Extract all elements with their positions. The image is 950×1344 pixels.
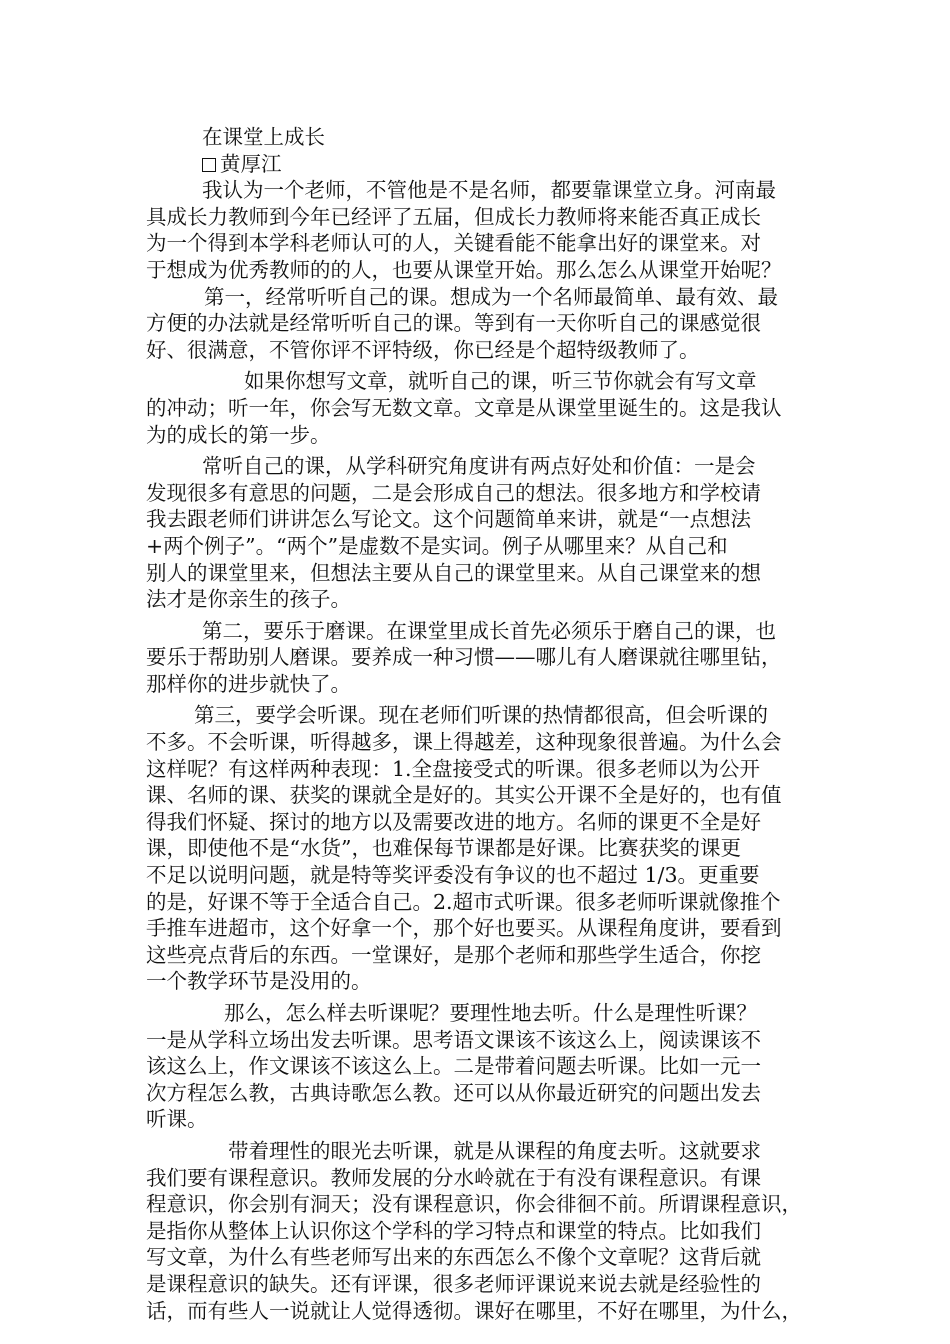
paragraph-line: 课，即使他不是“水货”，也难保每节课都是好课。比赛获奖的课更 <box>146 836 741 861</box>
paragraph-line: 第二，要乐于磨课。在课堂里成长首先必须乐于磨自己的课，也 <box>202 618 776 643</box>
paragraph-line: 不多。不会听课，听得越多，课上得越差，这种现象很普遍。为什么会 <box>146 730 782 755</box>
paragraph-line: 该这么上，作文课该不该这么上。二是带着问题去听课。比如一元一 <box>146 1054 761 1079</box>
paragraph-line: 这样呢？有这样两种表现：1.全盘接受式的听课。很多老师以为公开 <box>146 756 761 781</box>
paragraph-4 <box>146 453 826 613</box>
paragraph-line: +两个例子”。“两个”是虚数不是实词。例子从哪里来？从自己和 <box>146 533 728 558</box>
article-title: 在课堂上成长 <box>202 125 325 149</box>
paragraph-line: 好、很满意，不管你评不评特级，你已经是个超特级教师了。 <box>146 337 700 362</box>
paragraph-line: 程意识，你会别有洞天；没有课程意识，你会徘徊不前。所谓课程意识， <box>146 1192 802 1217</box>
paragraph-5 <box>146 618 826 698</box>
paragraph-line: 写文章，为什么有些老师写出来的东西怎么不像个文章呢？这背后就 <box>146 1245 761 1270</box>
paragraph-line: 我认为一个老师，不管他是不是名师，都要靠课堂立身。河南最 <box>202 178 776 203</box>
paragraph-line: 为一个得到本学科老师认可的人，关键看能不能拿出好的课堂来。对 <box>146 231 761 256</box>
article-body <box>146 124 826 1324</box>
paragraph-line: 第一，经常听听自己的课。想成为一个名师最简单、最有效、最 <box>204 284 778 309</box>
paragraph-line: 的是，好课不等于全适合自己。2.超市式听课。很多老师听课就像推个 <box>146 889 781 914</box>
paragraph-line: 话，而有些人一说就让人觉得透彻。课好在哪里，不好在哪里，为什么， <box>146 1298 802 1323</box>
paragraph-line: 听课。 <box>146 1107 208 1132</box>
paragraph-line: 那样你的进步就快了。 <box>146 671 351 696</box>
paragraph-line: 不足以说明问题，就是特等奖评委没有争议的也不超过 1/3。更重要 <box>146 863 760 888</box>
paragraph-line: 方便的办法就是经常听听自己的课。等到有一天你听自己的课感觉很 <box>146 311 761 336</box>
paragraph-line: 这些亮点背后的东西。一堂课好，是那个老师和那些学生适合，你挖 <box>146 942 761 967</box>
author-name: 黄厚江 <box>220 151 282 176</box>
paragraph-line: 于想成为优秀教师的的人，也要从课堂开始。那么怎么从课堂开始呢？ <box>146 257 782 282</box>
paragraph-6 <box>146 702 826 995</box>
paragraph-line: 要乐于帮助别人磨课。要养成一种习惯——哪儿有人磨课就往哪里钻， <box>146 645 782 670</box>
paragraph-line: 的冲动；听一年，你会写无数文章。文章是从课堂里诞生的。这是我认 <box>146 395 782 420</box>
paragraph-line: 别人的课堂里来，但想法主要从自己的课堂里来。从自己课堂来的想 <box>146 560 761 585</box>
paragraph-line: 得我们怀疑、探讨的地方以及需要改进的地方。名师的课更不全是好 <box>146 809 761 834</box>
paragraph-line: 课、名师的课、获奖的课就全是好的。其实公开课不全是好的，也有值 <box>146 783 782 808</box>
author-line <box>146 151 826 178</box>
paragraph-line: 如果你想写文章，就听自己的课，听三节你就会有写文章 <box>244 369 757 394</box>
paragraph-line: 我们要有课程意识。教师发展的分水岭就在于有没有课程意识。有课 <box>146 1165 761 1190</box>
paragraph-line: 法才是你亲生的孩子。 <box>146 587 351 612</box>
paragraph-8 <box>146 1138 826 1324</box>
paragraph-line: 一个教学环节是没用的。 <box>146 969 372 994</box>
paragraph-7 <box>146 1000 826 1133</box>
paragraph-line: 发现很多有意思的问题，二是会形成自己的想法。很多地方和学校请 <box>146 480 761 505</box>
paragraph-line: 为的成长的第一步。 <box>146 422 331 447</box>
paragraph-line: 是课程意识的缺失。还有评课，很多老师评课说来说去就是经验性的 <box>146 1271 761 1296</box>
paragraph-line: 是指你从整体上认识你这个学科的学习特点和课堂的特点。比如我们 <box>146 1218 761 1243</box>
paragraph-line: 一是从学科立场出发去听课。思考语文课该不该这么上，阅读课该不 <box>146 1027 761 1052</box>
paragraph-line: 次方程怎么教，古典诗歌怎么教。还可以从你最近研究的问题出发去 <box>146 1080 761 1105</box>
paragraph-line: 常听自己的课，从学科研究角度讲有两点好处和价值：一是会 <box>202 454 756 479</box>
paragraph-2 <box>146 284 826 364</box>
paragraph-line: 手推车进超市，这个好拿一个，那个好也要买。从课程角度讲，要看到 <box>146 916 782 941</box>
paragraph-line: 带着理性的眼光去听课，就是从课程的角度去听。这就要求 <box>228 1138 761 1163</box>
paragraph-line: 第三，要学会听课。现在老师们听课的热情都很高，但会听课的 <box>194 703 768 728</box>
paragraph-3 <box>146 368 826 448</box>
square-bullet-icon <box>202 158 216 172</box>
paragraph-line: 那么，怎么样去听课呢？要理性地去听。什么是理性听课？ <box>224 1001 757 1025</box>
paragraph-line: 具成长力教师到今年已经评了五届，但成长力教师将来能否真正成长 <box>146 204 761 229</box>
paragraph-1 <box>146 177 826 283</box>
paragraph-line: 我去跟老师们讲讲怎么写论文。这个问题简单来讲，就是“一点想法 <box>146 507 751 532</box>
